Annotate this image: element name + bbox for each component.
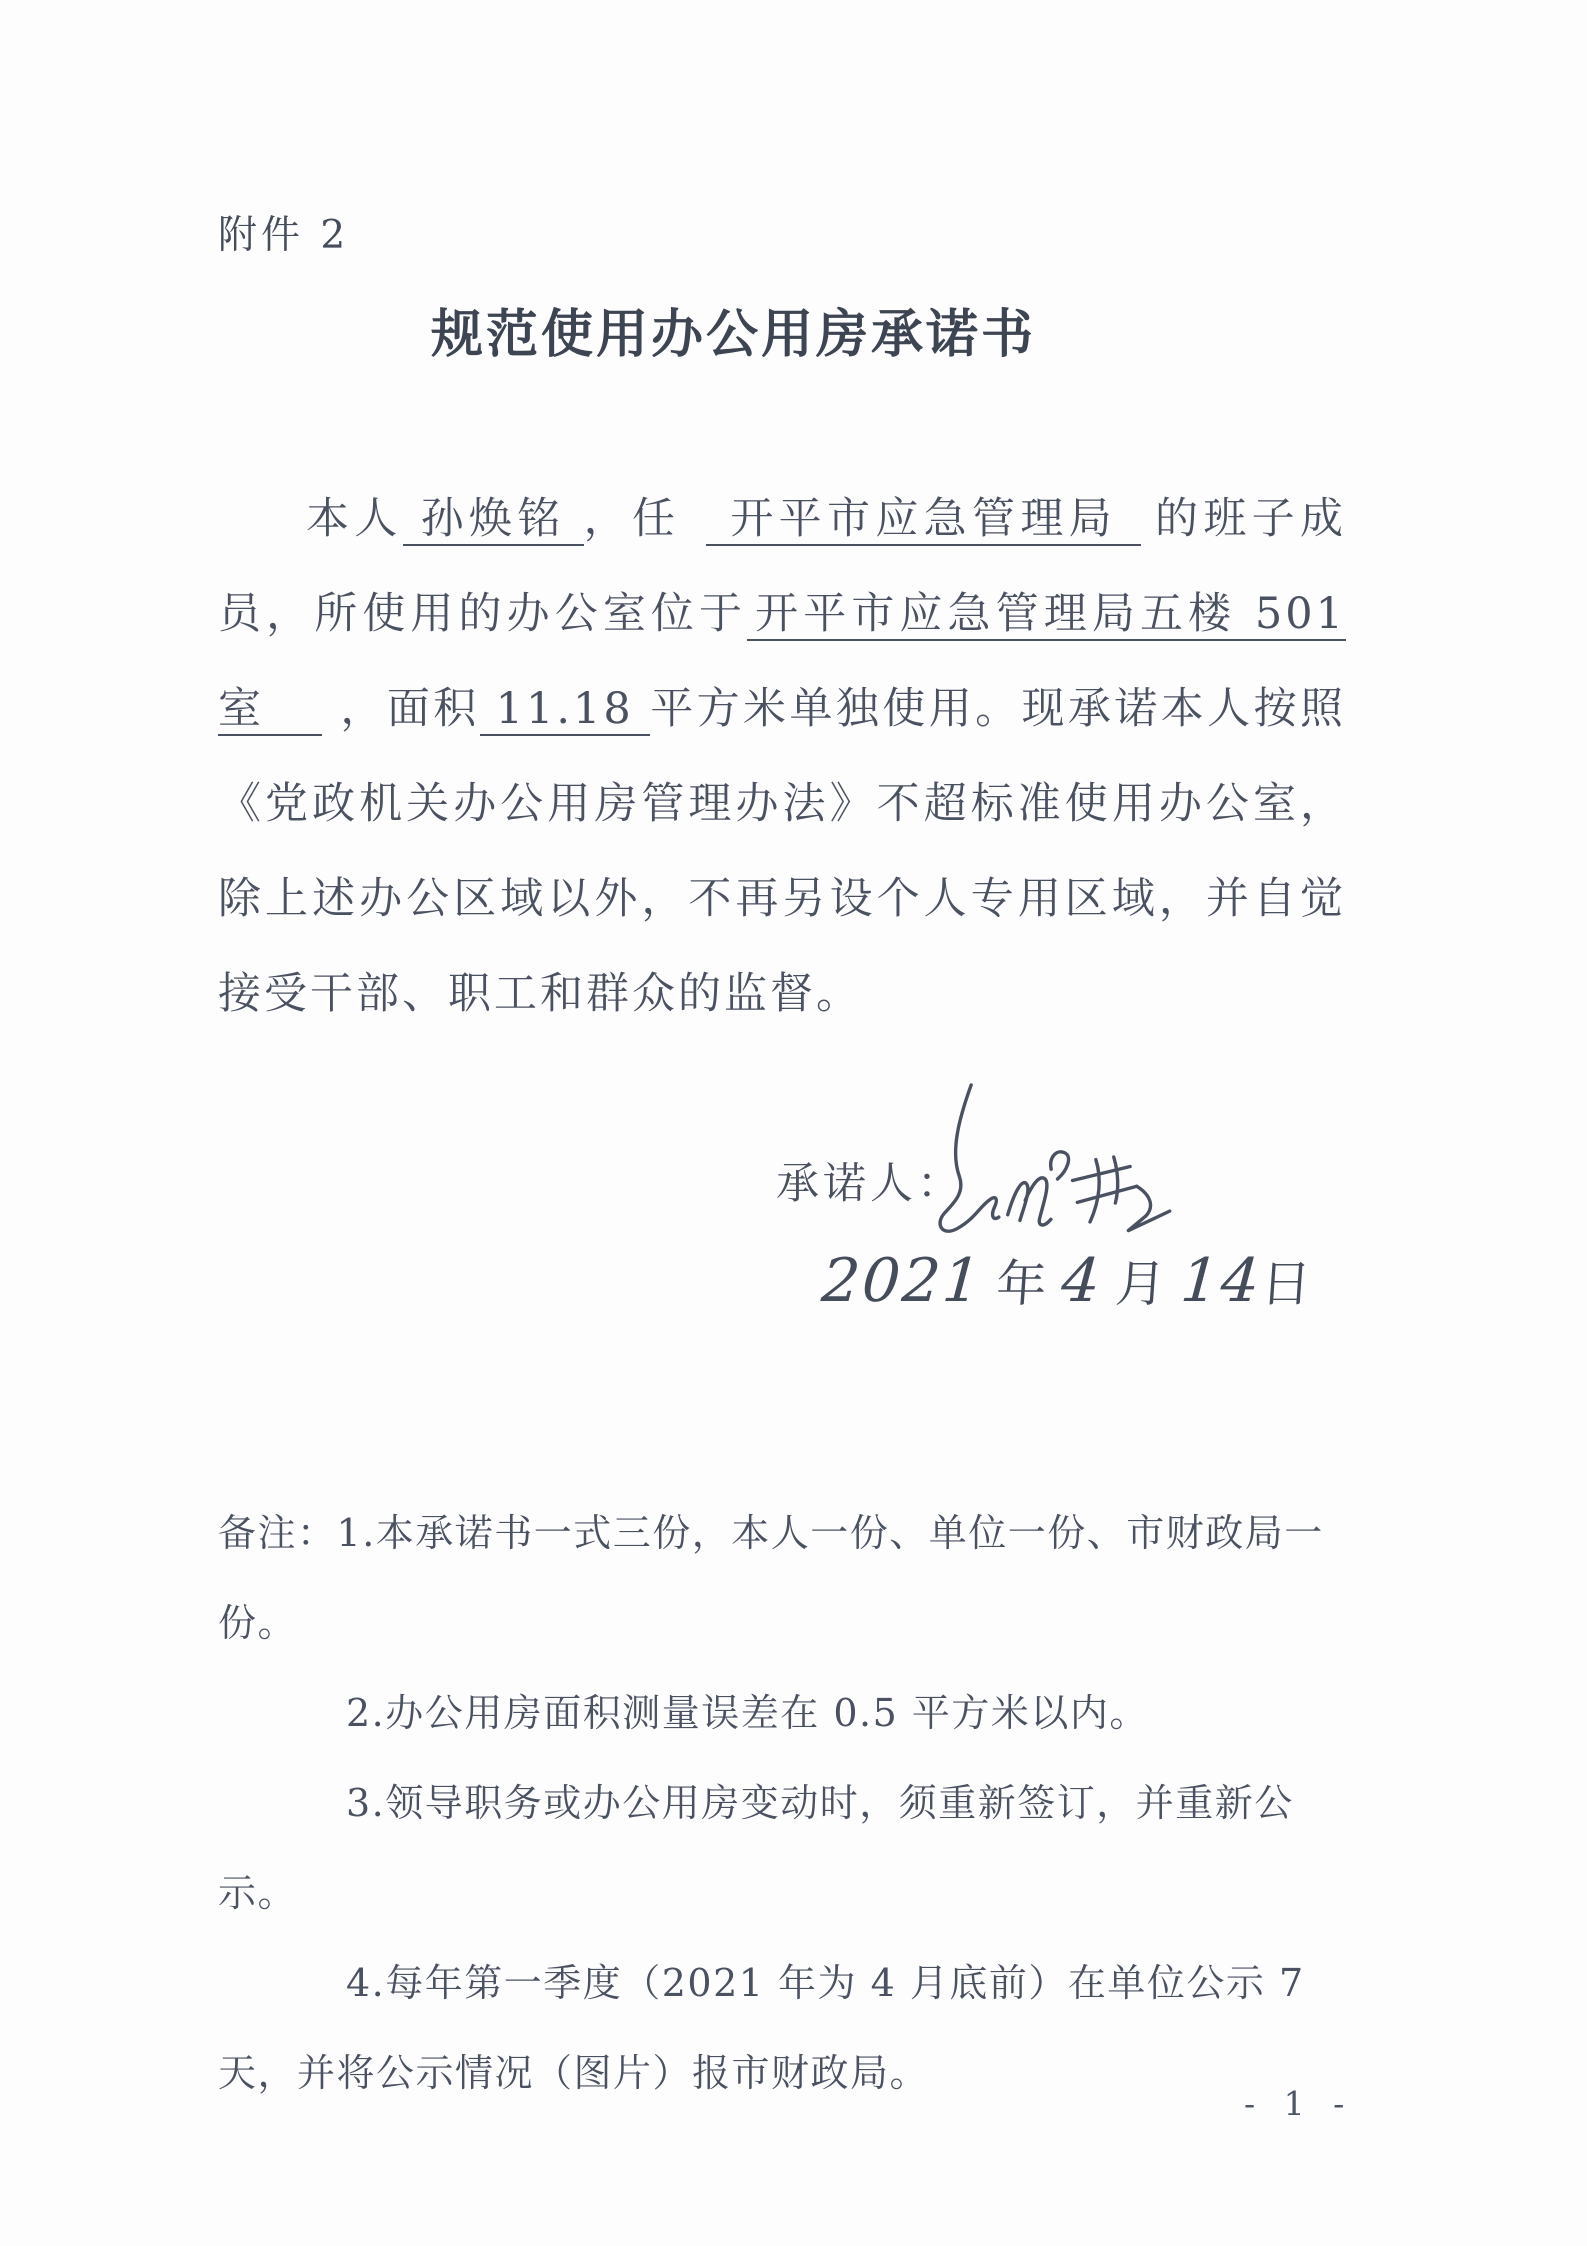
date-day-label: 日 <box>1258 1255 1314 1313</box>
paragraph-segment: 的班子成员，所使用的办公室位于 <box>218 494 1347 639</box>
office-location-fill: 开平市应急管理局五楼 501 室 <box>218 589 1346 734</box>
handwritten-date <box>819 1244 1314 1316</box>
date-month: 4 <box>1059 1246 1105 1316</box>
area-value-fill: 11.18 <box>480 684 650 736</box>
notes-section <box>218 1488 1366 2118</box>
note-item-text: 1.本承诺书一式三份，本人一份、单位一份、市财政局一份。 <box>218 1511 1324 1645</box>
date-month-label: 月 <box>1113 1255 1169 1313</box>
handwritten-signature <box>925 1068 1191 1262</box>
paragraph-segment: 本人 <box>306 494 403 544</box>
date-year: 2021 <box>819 1246 986 1316</box>
commitment-paragraph <box>218 472 1346 1042</box>
attachment-label: 附件 2 <box>218 213 350 258</box>
page-number: - 1 - <box>1244 2084 1354 2123</box>
date-day-group <box>1178 1244 1314 1316</box>
notes-label: 备注： <box>218 1511 337 1555</box>
date-day: 14 <box>1178 1246 1264 1316</box>
promisor-label: 承诺人： <box>776 1159 964 1209</box>
note-item <box>218 1488 1366 1668</box>
document-title: 规范使用办公用房承诺书 <box>430 304 1036 365</box>
paragraph-segment: ，任 <box>583 494 681 544</box>
organization-fill: 开平市应急管理局 <box>706 494 1141 546</box>
paragraph-segment: 平方米单独使用。现承诺本人按照《党政机关办公用房管理办法》不超标准使用办公室，除上述办公区域以外，不再另设个人专用区域，并自觉接受干部、职工和群众的监督。 <box>218 684 1347 1019</box>
note-item: 3.领导职务或办公用房变动时，须重新签订，并重新公示。 <box>218 1781 1294 1915</box>
paragraph-segment: ，面积 <box>340 684 480 734</box>
note-item: 4.每年第一季度（2021 年为 4 月底前）在单位公示 7 天，并将公示情况（图片）报市财政局。 <box>218 1961 1305 2095</box>
signer-name-fill: 孙焕铭 <box>403 494 584 546</box>
note-item: 2.办公用房面积测量误差在 0.5 平方米以内。 <box>346 1691 1149 1735</box>
date-year-label: 年 <box>994 1255 1050 1313</box>
